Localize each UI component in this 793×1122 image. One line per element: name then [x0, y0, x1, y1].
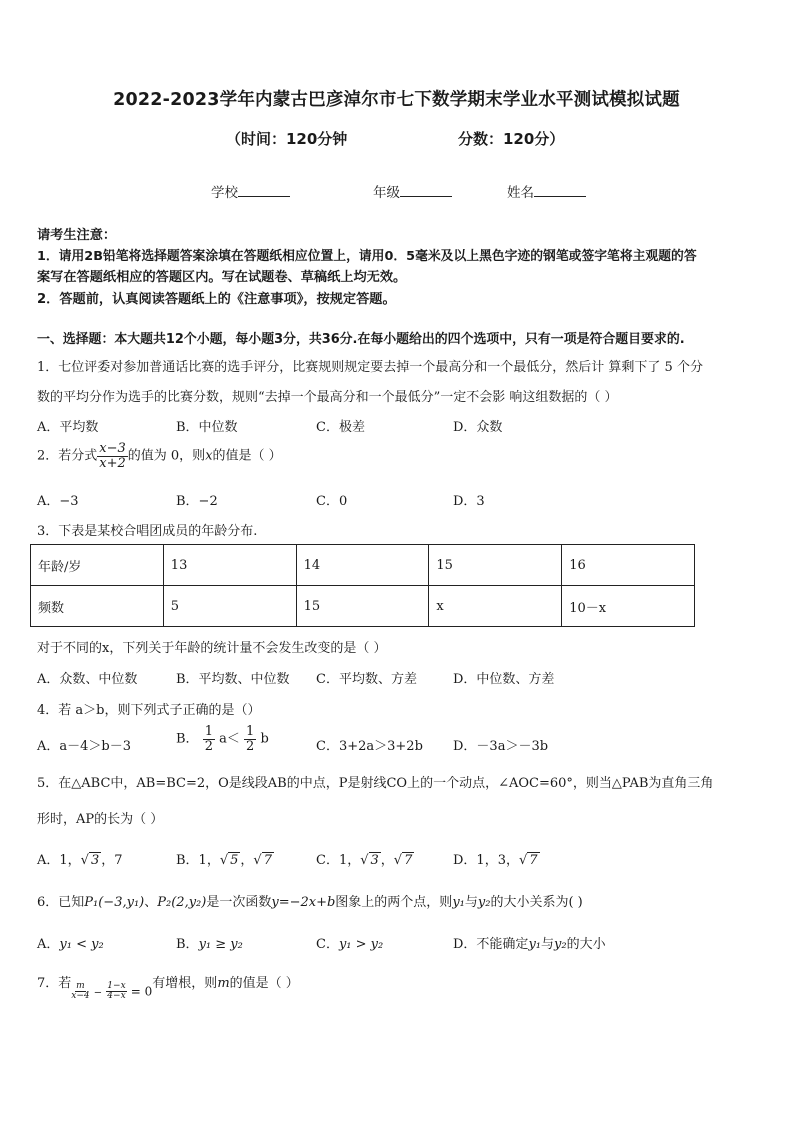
table-cell: 15	[296, 586, 429, 627]
table-cell: 16	[562, 545, 695, 586]
table-cell: x	[429, 586, 562, 627]
name-label: 姓名	[507, 185, 534, 201]
q3-age-table	[30, 544, 695, 627]
q7-fraction-2	[106, 982, 126, 1002]
q6-option-a-expr: y₁ < y₂	[59, 937, 104, 952]
q6-option-d-label: D．不能确定	[453, 937, 529, 952]
q6-option-d-y2: y₂	[554, 937, 567, 952]
q6-option-d	[453, 933, 606, 952]
q5-option-c-label: C．1，	[316, 853, 361, 868]
q6-point-1: P₁(−3,y₁)	[84, 895, 145, 910]
grade-label: 年级	[373, 185, 400, 201]
q2-option-b: B．−2	[176, 494, 218, 509]
q6-suffix: 图象上的两个点，则	[335, 895, 453, 910]
q4-option-a: A．a－4＞b－3	[37, 739, 132, 754]
q5-option-d-label: D．1，3，	[453, 853, 519, 868]
radicand: 3	[370, 853, 379, 868]
table-row	[31, 545, 695, 586]
notice-line-2: 案写在答题纸相应的答题区内。写在试题卷、草稿纸上均无效。	[37, 270, 407, 285]
q6-option-d-with: 与	[541, 937, 555, 952]
grade-field	[373, 181, 452, 201]
q1-line-1: 1．七位评委对参加普通话比赛的选手评分，比赛规则规定要去掉一个最高分和一个最低分，然后计 算剩下了 5 个分	[37, 360, 703, 375]
q5-option-b: B．1，√ 5 ，√ 7	[176, 853, 272, 868]
q4-option-b-a: a＜	[219, 731, 240, 747]
q3-option-c: C．平均数、方差	[316, 672, 417, 687]
radicand: 7	[263, 853, 272, 868]
q6-option-a-label: A．	[37, 937, 60, 952]
q1-option-d: D．众数	[453, 420, 503, 435]
q5-option-d: D．1，3，√ 7	[453, 853, 538, 868]
q6-prefix: 6．已知	[37, 895, 85, 910]
q6-option-c	[316, 933, 383, 952]
q2-prefix: 2．若分式	[37, 448, 98, 464]
q7-var: m	[217, 976, 230, 991]
q7-minus: −	[93, 987, 103, 999]
q1-option-a: A．平均数	[37, 420, 99, 435]
q4-option-b-label: B．	[176, 731, 199, 747]
q5-option-b-label: B．1，	[176, 853, 220, 868]
radicand: 7	[529, 853, 538, 868]
q7-prefix: 7．若	[37, 976, 72, 991]
q6-option-c-label: C．	[316, 937, 339, 952]
q1-option-b: B．中位数	[176, 420, 238, 435]
frac-den: 4−x	[107, 991, 126, 1002]
q2-option-a: A．−3	[37, 494, 79, 509]
table-cell: 年龄/岁	[31, 545, 164, 586]
name-blank	[534, 183, 586, 197]
q6-option-c-expr: y₁ > y₂	[338, 937, 384, 952]
frac-num: 1	[246, 724, 255, 739]
q2-stem	[37, 442, 282, 470]
q6-mid: 是一次函数	[206, 895, 272, 910]
section-heading: 一、选择题：本大题共12个小题，每小题3分，共36分.在每小题给出的四个选项中，只有一项是符合题目要求的.	[37, 332, 685, 347]
q5-line-1: 5．在△ABC中，AB=BC=2，O是线段AB的中点，P是射线CO上的一个动点，∠AOC=60°，则当△PAB为直角三角	[37, 776, 714, 791]
q3-option-a: A．众数、中位数	[37, 672, 138, 687]
q2-option-d: D．3	[453, 494, 485, 509]
table-cell: 13	[163, 545, 296, 586]
q1-line-2: 数的平均分作为选手的比赛分数，规则“去掉一个最高分和一个最低分”一定不会影 响这组数据的（ ）	[37, 390, 618, 405]
q7-equation	[71, 982, 152, 1002]
q6-point-2: P₂(2,y₂)	[157, 895, 207, 910]
q4-option-c: C．3+2a＞3+2b	[316, 739, 423, 754]
q4-half-2	[244, 725, 256, 753]
q1-option-c: C．极差	[316, 420, 365, 435]
q6-option-a	[37, 933, 104, 952]
q5-option-a-tail: ，7	[101, 853, 123, 868]
q3-stem: 3．下表是某校合唱团成员的年龄分布.	[37, 524, 258, 539]
q6-with: 与	[464, 895, 478, 910]
exam-title: 2022-2023学年内蒙古巴彦淖尔市七下数学期末学业水平测试模拟试题	[113, 90, 680, 110]
q7-stem	[37, 972, 299, 1002]
q6-option-b-label: B．	[176, 937, 199, 952]
q7-eq: = 0	[130, 984, 153, 999]
q4-option-d: D．－3a＞－3b	[453, 739, 549, 754]
radicand: 5	[230, 853, 239, 868]
q5-option-a-label: A．1，	[37, 853, 81, 868]
q5-option-a: A．1，√ 3 ，7	[37, 853, 123, 868]
school-field	[211, 181, 290, 201]
q4-option-b-b: b	[260, 731, 269, 747]
notice-heading: 请考生注意：	[37, 228, 117, 243]
q6-option-d-tail: 的大小	[566, 937, 606, 952]
table-cell: 14	[296, 545, 429, 586]
table-row	[31, 586, 695, 627]
table-cell: 10－x	[562, 586, 695, 627]
frac-den: 2	[204, 738, 213, 754]
q6-y1: y₁	[452, 895, 465, 910]
radicand: 7	[404, 853, 413, 868]
q4-half-1	[203, 725, 215, 753]
q4-option-b	[176, 725, 269, 753]
frac-num: m	[76, 981, 85, 991]
q2-var: x	[205, 448, 213, 464]
q2-fraction-num: x−3	[99, 441, 126, 456]
frac-num: 1−x	[107, 981, 126, 991]
frac-den: 2	[246, 738, 255, 754]
q4-stem: 4．若 a＞b，则下列式子正确的是（）	[37, 703, 261, 718]
q3-option-d: D．中位数、方差	[453, 672, 555, 687]
table-cell: 频数	[31, 586, 164, 627]
q6-y2: y₂	[477, 895, 491, 910]
exam-time: （时间：120分钟	[226, 130, 348, 148]
radicand: 3	[90, 853, 100, 868]
table-cell: 15	[429, 545, 562, 586]
q7-suffix: 有增根，则	[152, 976, 218, 991]
grade-blank	[400, 183, 452, 197]
q3-option-b: B．平均数、中位数	[176, 672, 290, 687]
q6-end: 的大小关系为( )	[490, 895, 583, 910]
q2-suffix: 的值是（ ）	[212, 448, 282, 464]
table-cell: 5	[163, 586, 296, 627]
q6-option-b-expr: y₁ ≥ y₂	[198, 937, 243, 952]
q2-fraction-den: x+2	[99, 455, 126, 471]
q6-option-b	[176, 933, 243, 952]
name-field	[507, 181, 586, 201]
q2-option-c: C．0	[316, 494, 348, 509]
q3-after: 对于不同的x，下列关于年龄的统计量不会发生改变的是（ ）	[37, 641, 387, 656]
q2-mid: 的值为 0，则	[127, 448, 206, 464]
q6-sep: 、	[144, 895, 158, 910]
exam-score: 分数：120分）	[458, 130, 565, 148]
frac-num: 1	[204, 724, 213, 739]
q5-option-c: C．1，√ 3 ，√ 7	[316, 853, 413, 868]
q6-option-d-y1: y₁	[528, 937, 541, 952]
q7-fraction-1	[71, 982, 89, 1002]
school-label: 学校	[211, 185, 238, 201]
school-blank	[238, 183, 290, 197]
frac-den: x−4	[71, 991, 90, 1002]
q7-end: 的值是（ ）	[229, 976, 299, 991]
q6-stem	[37, 891, 583, 910]
q6-function: y=−2x+b	[271, 895, 336, 910]
q5-line-2: 形时，AP的长为（ ）	[37, 812, 164, 827]
notice-line-3: 2．答题前，认真阅读答题纸上的《注意事项》，按规定答题。	[37, 292, 396, 307]
q2-fraction	[97, 442, 128, 470]
notice-line-1: 1．请用2B铅笔将选择题答案涂填在答题纸相应位置上，请用0．5毫米及以上黑色字迹的钢笔或签字笔将主观题的答	[37, 249, 697, 264]
